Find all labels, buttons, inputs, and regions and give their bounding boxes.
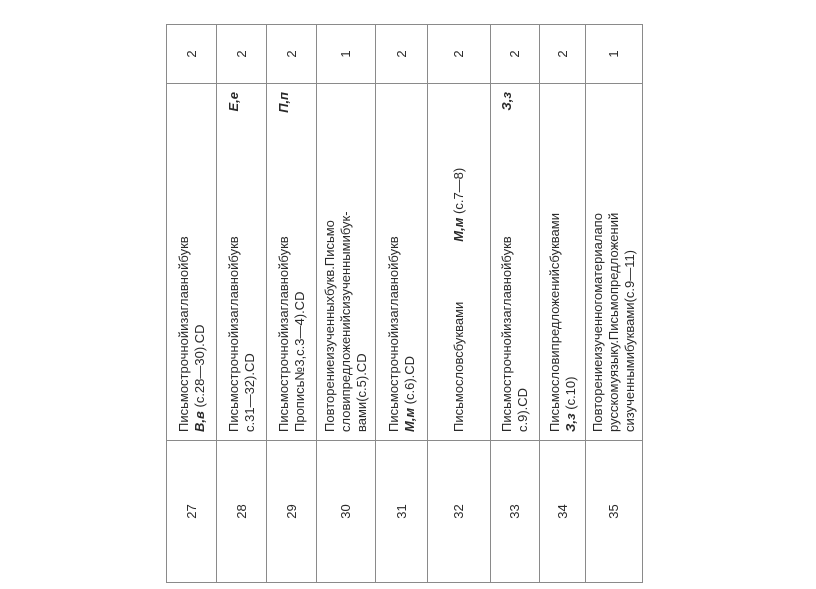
topic-line: Письмострочнойизаглавнойбукв <box>385 236 401 432</box>
lesson-hours: 2 <box>491 25 540 84</box>
lesson-topic <box>540 84 586 441</box>
topic-line: русскомуязыку.Письмопредложений <box>606 212 621 432</box>
topic-pages: (с.28—30).CD <box>191 324 207 408</box>
lesson-hours: 2 <box>167 25 217 84</box>
rotated-table-wrapper <box>166 25 642 583</box>
lesson-hours: 2 <box>428 25 491 84</box>
lesson-topic <box>267 84 317 441</box>
topic-pages: (с.6).CD <box>401 355 417 405</box>
table-row <box>428 25 491 583</box>
topic-line: Пропись№3,с.3—4).CD <box>291 291 307 432</box>
topic-pages: (с.10) <box>562 376 578 410</box>
topic-line <box>192 92 208 432</box>
lesson-topic <box>491 84 540 441</box>
lesson-topic <box>217 84 267 441</box>
topic-line <box>276 92 292 432</box>
topic-line: Повторениеизученногоматериалапо <box>590 213 605 432</box>
topic-line: Письмострочнойизаглавнойбукв <box>175 236 191 432</box>
lesson-topic <box>586 84 643 441</box>
topic-line <box>499 92 515 432</box>
lesson-hours: 2 <box>540 25 586 84</box>
lesson-hours: 2 <box>217 25 267 84</box>
topic-line <box>451 92 467 432</box>
lesson-number: 35 <box>586 441 643 583</box>
lesson-number: 34 <box>540 441 586 583</box>
table-row <box>167 25 217 583</box>
topic-line <box>402 92 418 432</box>
topic-line: с.31—32).CD <box>241 353 257 432</box>
topic-text: Письмострочнойизаглавнойбукв <box>275 236 291 432</box>
lesson-number: 30 <box>317 441 376 583</box>
table-row <box>491 25 540 583</box>
topic-letters: М,м <box>401 407 417 432</box>
lesson-hours: 2 <box>376 25 428 84</box>
lesson-topic <box>167 84 217 441</box>
topic-line: словипредложенийсизученнымибук- <box>338 211 353 432</box>
topic-line: с.9).CD <box>515 387 530 432</box>
lesson-plan-table <box>166 24 643 583</box>
topic-letters: Е,е <box>225 92 241 112</box>
topic-letters: З,з <box>499 92 514 111</box>
lesson-topic <box>428 84 491 441</box>
topic-text: Письмострочнойизаглавнойбукв <box>499 236 514 432</box>
table-row <box>217 25 267 583</box>
topic-line <box>226 92 242 432</box>
lesson-number: 27 <box>167 441 217 583</box>
topic-letters: В,в <box>191 411 207 432</box>
lesson-hours: 2 <box>267 25 317 84</box>
topic-line: вами(с.5).CD <box>354 353 369 432</box>
lesson-number: 28 <box>217 441 267 583</box>
topic-line: сизученнымибуквами(с.9—11) <box>622 249 637 432</box>
lesson-number: 33 <box>491 441 540 583</box>
topic-letters: П,п <box>275 92 291 113</box>
table-row <box>267 25 317 583</box>
lesson-number: 31 <box>376 441 428 583</box>
lesson-topic <box>376 84 428 441</box>
table-row <box>317 25 376 583</box>
topic-letters: М,м <box>451 217 466 242</box>
table-row <box>540 25 586 583</box>
topic-letters: З,з <box>562 413 578 432</box>
lesson-number: 32 <box>428 441 491 583</box>
topic-text: Письмословсбуквами <box>451 301 466 432</box>
table-row <box>586 25 643 583</box>
topic-pages: (с.7—8) <box>451 167 466 214</box>
table-row <box>376 25 428 583</box>
lesson-hours: 1 <box>586 25 643 84</box>
topic-line <box>563 92 579 432</box>
lesson-topic <box>317 84 376 441</box>
topic-line: Повторениеизученныхбукв.Письмо <box>322 220 337 432</box>
topic-line: Письмословипредложенийсбуквами <box>546 213 562 432</box>
lesson-number: 29 <box>267 441 317 583</box>
lesson-hours: 1 <box>317 25 376 84</box>
topic-text: Письмострочнойизаглавнойбукв <box>225 236 241 432</box>
